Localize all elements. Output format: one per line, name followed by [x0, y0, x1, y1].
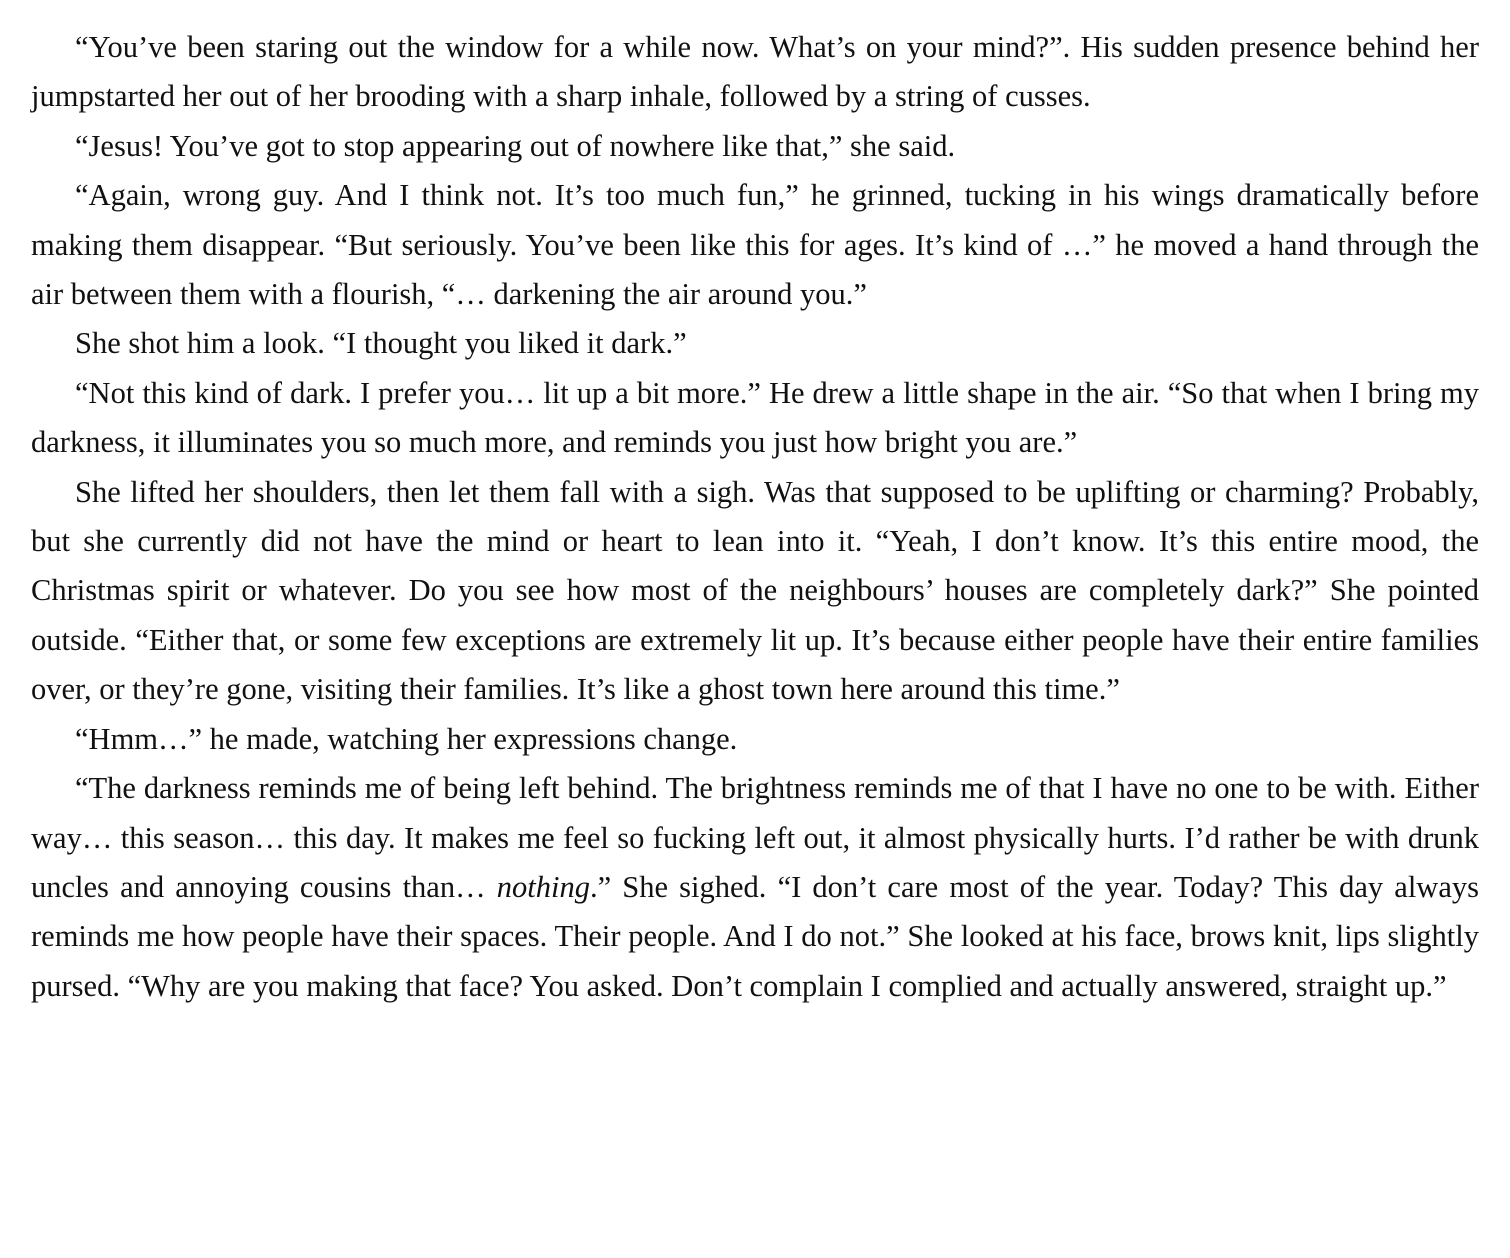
paragraph: “Not this kind of dark. I prefer you… lit up a bit more.” He drew a little shape in the air. “So that when I bring my darkness, it illuminates you so much more, and reminds you just how bright you are.”: [31, 375, 1479, 460]
paragraph: “Jesus! You’ve got to stop appearing out of nowhere like that,” she said.: [75, 128, 956, 163]
paragraph-text-after: .” She sighed. “I don’t care most of the year. Today? This day always reminds me how people have their spaces. Their people. And I do not.” She looked at his face, brows knit, lips slightly pursed. “Why are you making that face? You asked. Don’t complain I complied and actually answered, straight up.”: [31, 869, 1479, 1003]
paragraph: “Hmm…” he made, watching her expressions change.: [75, 721, 738, 756]
paragraph: [31, 764, 1479, 1011]
italic-word: nothing: [496, 869, 590, 904]
paragraph: She lifted her shoulders, then let them fall with a sigh. Was that supposed to be uplifting or charming? Probably, but she currently did not have the mind or heart to lean into it. “Yeah, I don’t know. It’s this entire mood, the Christmas spirit or whatever. Do you see how most of the neighbours’ houses are completely dark?” She pointed outside. “Either that, or some few exceptions are extremely lit up. It’s because either people have their entire families over, or they’re gone, visiting their families. It’s like a ghost town here around this time.”: [31, 474, 1479, 707]
paragraph: She shot him a look. “I thought you liked it dark.”: [75, 326, 687, 361]
paragraph: “Again, wrong guy. And I think not. It’s too much fun,” he grinned, tucking in his wings dramatically before making them disappear. “But seriously. You’ve been like this for ages. It’s kind of …” he moved a hand through the air between them with a flourish, “… darkening the air around you.”: [31, 178, 1479, 312]
paragraph-text-before: “The darkness reminds me of being left behind. The brightness reminds me of that I have no one to be with. Either way… this season… this day. It makes me feel so fucking left out, it almost physically hurts. I’d rather be with drunk uncles and annoying cousins than…: [31, 771, 1479, 904]
paragraph: “You’ve been staring out the window for a while now. What’s on your mind?”. His sudden presence behind her jumpstarted her out of her brooding with a sharp inhale, followed by a string of cusses.: [31, 30, 1479, 114]
document-page: [31, 23, 1479, 1011]
